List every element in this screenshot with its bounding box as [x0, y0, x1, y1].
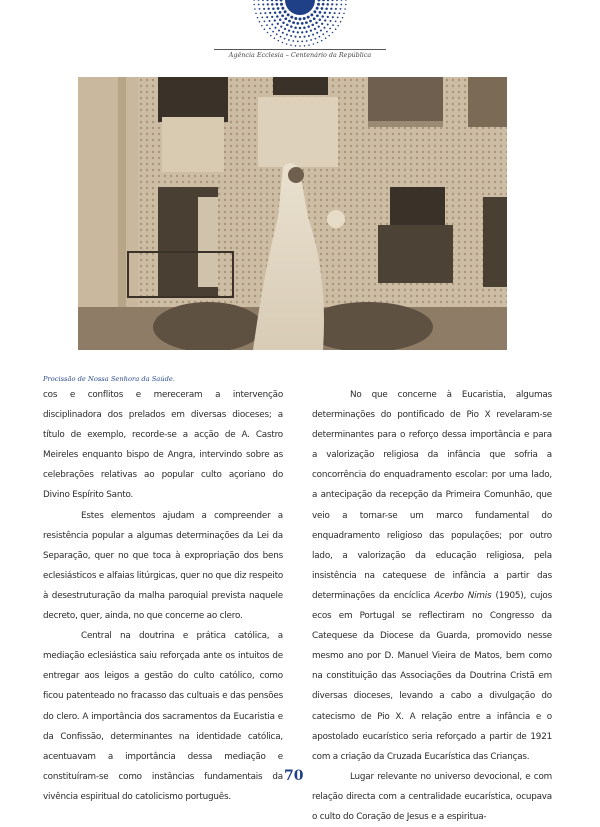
logo-dot — [254, 8, 256, 10]
logo-dot — [299, 27, 302, 30]
logo-dot — [305, 31, 307, 33]
logo-dot — [297, 41, 299, 43]
logo-dot — [325, 37, 327, 39]
logo-dot — [266, 16, 268, 18]
logo-dot — [261, 25, 263, 27]
logo-dot — [277, 7, 280, 10]
logo-dot — [301, 31, 303, 33]
logo-dot — [313, 17, 316, 20]
logo-dot — [266, 0, 268, 1]
logo-dot — [311, 24, 314, 27]
logo-dot — [316, 32, 318, 34]
logo-dot — [307, 16, 310, 19]
logo-dot — [341, 0, 343, 1]
logo-dot — [329, 12, 331, 14]
paragraph — [312, 385, 552, 767]
paragraph: Lugar relevante no universo devocional, e com relação directa com a centralidade eucarística, ocupava o culto do Coração de Jesus e a espiritua- — [312, 771, 552, 822]
logo-dot — [282, 21, 285, 24]
logo-dot — [309, 20, 312, 23]
logo-dot — [299, 18, 302, 21]
logo-dot — [290, 35, 292, 37]
logo-dot — [344, 8, 346, 10]
logo-dot — [330, 8, 332, 10]
logo-dot — [301, 41, 303, 43]
logo-dot — [313, 43, 315, 45]
agency-logo-icon — [246, 0, 354, 48]
logo-dot — [321, 40, 323, 42]
logo-dot — [294, 26, 297, 29]
logo-dot — [304, 45, 306, 47]
logo-dot — [276, 3, 279, 6]
logo-dot — [264, 12, 266, 14]
logo-dot — [269, 28, 271, 30]
logo-dot — [338, 12, 340, 14]
logo-dot — [281, 7, 284, 10]
logo-dot — [337, 17, 339, 19]
encyclical-title: Acerbo Nimis — [434, 590, 492, 601]
logo-dot — [284, 17, 287, 20]
logo-dot — [297, 31, 299, 33]
right-column — [312, 385, 552, 827]
logo-dot — [294, 36, 296, 38]
logo-dot — [318, 25, 320, 27]
logo-dot — [286, 34, 288, 36]
logo-dot — [284, 10, 287, 13]
logo-dot — [280, 0, 283, 2]
logo-dot — [264, 28, 266, 30]
logo-dot — [282, 32, 284, 34]
left-column — [43, 385, 283, 807]
logo-dot — [316, 7, 319, 10]
logo-dot — [320, 29, 322, 31]
logo-dot — [315, 38, 317, 40]
logo-dot — [336, 3, 338, 5]
logo-dot — [336, 0, 338, 1]
logo-dot — [280, 36, 282, 38]
logo-dot — [271, 3, 274, 6]
logo-dot — [261, 17, 263, 19]
logo-dot — [310, 39, 312, 41]
logo-dot — [292, 21, 295, 24]
logo-dot — [317, 3, 320, 6]
logo-dot — [282, 42, 284, 44]
logo-dot — [272, 31, 274, 33]
logo-dot — [335, 28, 337, 30]
logo-dot — [277, 23, 279, 25]
logo-dot — [324, 11, 327, 14]
logo-dot — [258, 0, 260, 1]
logo-dot — [263, 8, 265, 10]
logo-dot — [319, 36, 321, 38]
logo-dot — [301, 22, 304, 25]
sunburst-dots-icon — [246, 0, 354, 48]
logo-dot — [287, 13, 290, 16]
logo-dot — [278, 40, 280, 42]
logo-dot — [296, 22, 299, 25]
logo-dot — [286, 24, 289, 27]
logo-dot — [267, 32, 269, 34]
logo-dot — [327, 23, 329, 25]
logo-dot — [260, 12, 262, 14]
logo-dot — [271, 16, 273, 18]
logo-dot — [266, 24, 268, 26]
logo-dot — [295, 45, 297, 47]
logo-dot — [319, 19, 322, 22]
logo-dot — [262, 3, 264, 5]
logo-dot — [268, 20, 270, 22]
logo-dot — [259, 21, 261, 23]
logo-dot — [257, 17, 259, 19]
paragraph: Estes elementos ajudam a compreender a resistência popular a algumas determinações da Lei da Separação, quer no que toca à expropriação dos bens eclesiásticos e alfaias litúrgicas, quer no que diz respeito à desestruturação da malha paroquial prevista naquele decreto, quer, ainda, no que concerne ao clero. — [43, 510, 283, 622]
logo-dot — [290, 16, 293, 19]
logo-dot — [258, 4, 260, 6]
logo-dot — [342, 17, 344, 19]
logo-dot — [321, 7, 324, 10]
paragraph: Central na doutrina e prática católica, a mediação eclesiástica saiu reforçada ante os intuitos de entregar aos leigos a gestão do culto católico, como ficou patenteado no fracasso das cultuais e das pensões do clero. A importância dos sacramentos da Eucaristia e da Confissão, determinantes na identidade católica, acentuavam a importância dessa mediação e constituíram-se como instâncias fundamentais da vivência espiritual do catolicismo português. — [43, 631, 283, 802]
logo-dot — [269, 12, 271, 14]
page-number: 70 — [284, 768, 304, 784]
logo-dot — [337, 25, 339, 27]
logo-dot — [303, 17, 306, 20]
logo-core — [285, 0, 315, 15]
logo-dot — [325, 7, 328, 10]
logo-dot — [329, 20, 331, 22]
logo-dot — [288, 39, 290, 41]
logo-dot — [299, 45, 301, 47]
logo-dot — [259, 8, 261, 10]
logo-dot — [315, 21, 318, 24]
logo-dot — [334, 12, 336, 14]
logo-dot — [308, 35, 310, 37]
logo-dot — [326, 3, 329, 6]
logo-dot — [312, 34, 314, 36]
logo-dot — [313, 10, 316, 13]
logo-dot — [290, 44, 292, 46]
logo-dot — [321, 23, 323, 25]
logo-dot — [321, 15, 324, 18]
logo-dot — [335, 8, 337, 10]
logo-dot — [345, 0, 347, 1]
logo-dot — [286, 43, 288, 45]
logo-dot — [275, 0, 278, 1]
text-run: (1905), cujos ecos em Portugal se reflectiram no Congresso da Catequese da Diocese da Guarda, promovido nesse mesmo ano por D. Manuel Vieira de Matos, bem como na constituição das Associações da Doutrina Cristã em diversas dioceses, levando a cabo a divulgação do catecismo de Pio X. A relação entre a infância e o apostolado eucarístico seria reforçado a partir de 1921 com a criação da Cruzada Eucarística das Crianças. — [312, 590, 552, 762]
logo-dot — [280, 3, 283, 6]
logo-dot — [327, 0, 330, 1]
logo-dot — [332, 24, 334, 26]
logo-dot — [274, 27, 276, 29]
logo-dot — [255, 13, 257, 15]
logo-dot — [308, 44, 310, 46]
logo-dot — [279, 11, 282, 14]
logo-dot — [327, 16, 329, 18]
logo-dot — [292, 31, 294, 33]
logo-dot — [303, 36, 305, 38]
logo-dot — [314, 28, 316, 30]
running-header: Agência Ecclesia – Centenário da República — [228, 51, 372, 59]
logo-dot — [268, 8, 270, 10]
logo-dot — [284, 28, 286, 30]
logo-dot — [276, 15, 279, 18]
logo-dot — [343, 13, 345, 15]
procession-image — [78, 77, 507, 350]
logo-dot — [281, 14, 284, 17]
logo-dot — [278, 29, 280, 31]
logo-dot — [340, 21, 342, 23]
logo-dot — [310, 29, 312, 31]
logo-dot — [335, 21, 337, 23]
logo-dot — [310, 13, 313, 16]
logo-dot — [276, 33, 278, 35]
logo-dot — [331, 0, 333, 1]
logo-dot — [262, 0, 264, 1]
text-run: No que concerne à Eucaristia, algumas determinações do pontificado de Pio X revelaram-se determinantes para o reforço dessa importância e para a valorização religiosa da infância que sofria a concorrência do enquadramento escolar: por uma lado, a antecipação da recepção da Primeira Comunhão, que veio a tornar-se um marco fundamental do enquadramento religioso das populações; por outro lado, a valorização da educação religiosa, pela insistência na catequese de infância a partir das determinações da encíclica — [312, 390, 552, 601]
logo-dot — [318, 0, 321, 2]
logo-dot — [332, 16, 334, 18]
procession-photo — [78, 77, 507, 350]
logo-dot — [324, 19, 326, 21]
logo-dot — [328, 35, 330, 37]
logo-dot — [292, 40, 294, 42]
logo-dot — [274, 19, 276, 21]
logo-dot — [323, 27, 325, 29]
logo-dot — [272, 7, 275, 10]
logo-dot — [267, 3, 269, 5]
logo-dot — [326, 31, 328, 33]
logo-dot — [306, 40, 308, 42]
logo-dot — [317, 42, 319, 44]
logo-dot — [331, 3, 333, 5]
logo-dot — [253, 4, 255, 6]
logo-dot — [290, 25, 293, 28]
logo-dot — [340, 8, 342, 10]
logo-dot — [294, 17, 297, 20]
logo-dot — [329, 28, 331, 30]
logo-dot — [280, 25, 282, 27]
logo-dot — [322, 0, 325, 1]
logo-dot — [253, 0, 255, 1]
logo-dot — [271, 23, 273, 25]
photo-caption: Procissão de Nossa Senhora da Saúde. — [43, 375, 175, 383]
logo-dot — [288, 20, 291, 23]
logo-dot — [271, 0, 274, 1]
logo-dot — [319, 11, 322, 14]
paragraph: cos e conflitos e mereceram a intervenção disciplinadora dos prelados em diversas dioceses; a título de exemplo, recorde-se a acção de A. Castro Meireles enquanto bispo de Angra, intervindo sobre as celebrações relativas ao popular culto açoriano do Divino Espírito Santo. — [43, 390, 283, 501]
logo-dot — [303, 26, 306, 29]
header-divider — [214, 49, 386, 50]
logo-dot — [332, 32, 334, 34]
logo-dot — [322, 3, 325, 6]
logo-dot — [299, 36, 301, 38]
logo-dot — [316, 14, 319, 17]
logo-dot — [307, 25, 310, 28]
logo-dot — [284, 38, 286, 40]
logo-dot — [274, 11, 277, 14]
logo-dot — [264, 21, 266, 23]
logo-dot — [270, 35, 272, 37]
logo-dot — [305, 21, 308, 24]
logo-dot — [345, 4, 347, 6]
logo-dot — [279, 19, 282, 22]
logo-dot — [274, 37, 276, 39]
logo-dot — [288, 29, 290, 31]
logo-dot — [322, 33, 324, 35]
logo-dot — [340, 4, 342, 6]
